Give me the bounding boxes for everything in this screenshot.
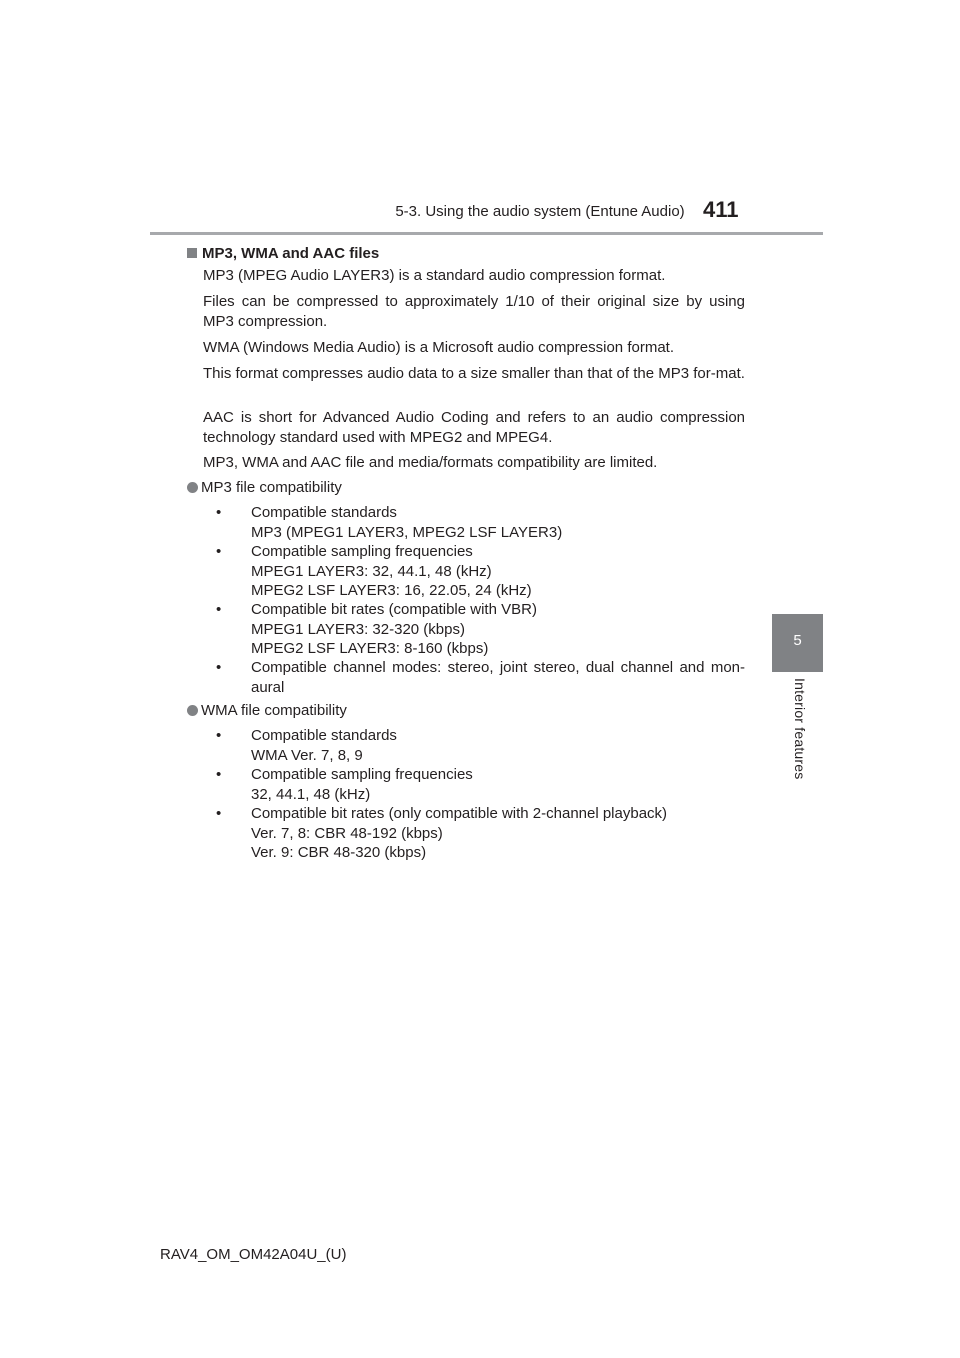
chapter-title: 5-3. Using the audio system (Entune Audio) <box>395 203 685 220</box>
bullet-detail: MPEG2 LSF LAYER3: 8-160 (kbps) <box>251 640 489 657</box>
wma-heading-text: WMA file compatibility <box>201 702 347 719</box>
bullet-detail: MPEG2 LSF LAYER3: 16, 22.05, 24 (kHz) <box>251 582 532 599</box>
chapter-tab-label: Interior features <box>792 678 808 780</box>
bullet-dot-icon: • <box>216 805 222 822</box>
bullet-title: Compatible standards <box>251 504 397 521</box>
bullet-dot-icon: • <box>216 504 222 521</box>
paragraph: Files can be compressed to approximately 1/10 of their original size by using MP3 compression. <box>203 293 745 330</box>
section-heading-text: MP3, WMA and AAC files <box>202 245 380 262</box>
paragraph: AAC is short for Advanced Audio Coding and refers to an audio compression technology standard used with MPEG2 and MPEG4. <box>203 409 745 446</box>
bullet-title: Compatible sampling frequencies <box>251 766 473 783</box>
paragraph: WMA (Windows Media Audio) is a Microsoft audio compression format. <box>203 339 674 356</box>
square-bullet-icon <box>187 248 197 258</box>
bullet-title: Compatible channel modes: stereo, joint stereo, dual channel and mon-aural <box>251 659 745 696</box>
mp3-compatibility-heading <box>187 478 342 498</box>
circle-bullet-icon <box>187 705 198 716</box>
bullet-dot-icon: • <box>216 659 222 676</box>
manual-code: RAV4_OM_OM42A04U_(U) <box>160 1246 347 1263</box>
bullet-dot-icon: • <box>216 727 222 744</box>
section-heading <box>187 244 379 264</box>
wma-compatibility-heading <box>187 701 347 721</box>
chapter-tab <box>772 614 823 672</box>
header-divider <box>150 232 823 235</box>
bullet-detail: MPEG1 LAYER3: 32, 44.1, 48 (kHz) <box>251 562 492 580</box>
bullet-detail: MPEG1 LAYER3: 32-320 (kbps) <box>251 620 465 638</box>
bullet-title: Compatible sampling frequencies <box>251 543 473 560</box>
paragraph: MP3, WMA and AAC file and media/formats compatibility are limited. <box>203 454 658 471</box>
bullet-dot-icon: • <box>216 601 222 618</box>
chapter-tab-number: 5 <box>793 632 802 649</box>
paragraph: This format compresses audio data to a size smaller than that of the MP3 for-mat. <box>203 365 745 382</box>
bullet-detail: Ver. 7, 8: CBR 48-192 (kbps) <box>251 824 443 842</box>
mp3-heading-text: MP3 file compatibility <box>201 479 342 496</box>
bullet-detail: WMA Ver. 7, 8, 9 <box>251 746 363 764</box>
bullet-dot-icon: • <box>216 543 222 560</box>
bullet-title: Compatible standards <box>251 727 397 744</box>
paragraph: MP3 (MPEG Audio LAYER3) is a standard audio compression format. <box>203 267 666 284</box>
bullet-detail: Ver. 9: CBR 48-320 (kbps) <box>251 844 427 861</box>
bullet-title: Compatible bit rates (only compatible with 2-channel playback) <box>251 805 668 822</box>
bullet-detail: 32, 44.1, 48 (kHz) <box>251 785 371 803</box>
bullet-dot-icon: • <box>216 766 222 783</box>
bullet-title: Compatible bit rates (compatible with VBR) <box>251 601 537 618</box>
page-number: 411 <box>703 197 739 222</box>
bullet-detail: MP3 (MPEG1 LAYER3, MPEG2 LSF LAYER3) <box>251 523 563 541</box>
circle-bullet-icon <box>187 482 198 493</box>
